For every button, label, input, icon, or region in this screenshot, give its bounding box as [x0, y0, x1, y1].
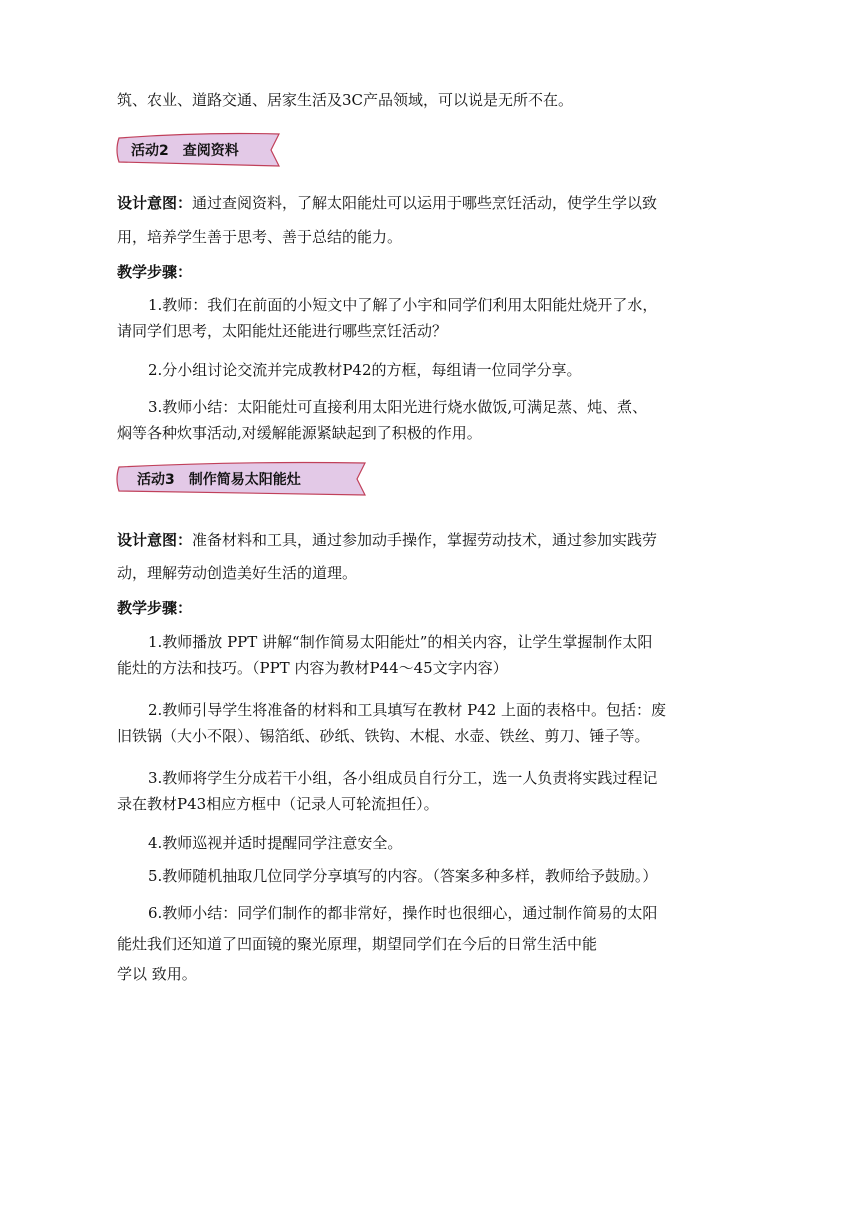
- activity-2-badge: [113, 130, 285, 170]
- a3-step3-line1: 3.教师将学生分成若干小组，各小组成员自行分工，选一人负责将实践过程记: [148, 769, 658, 787]
- activity-2-title: 活动2 查阅资料: [131, 143, 239, 159]
- a3-step1-line1: 1.教师播放 PPT 讲解“制作简易太阳能灶”的相关内容，让学生掌握制作太阳: [148, 633, 653, 651]
- a3-intent-text: 准备材料和工具，通过参加动手操作，掌握劳动技术，通过参加实践劳: [192, 531, 658, 549]
- a2-step1-line2: 请同学们思考，太阳能灶还能进行哪些烹饪活动？: [117, 322, 448, 340]
- a3-intent-line2: 动，理解劳动创造美好生活的道理。: [117, 564, 358, 582]
- a2-step3-line1: 3.教师小结：太阳能灶可直接利用太阳光进行烧水做饭,可满足蒸、炖、煮、: [148, 398, 648, 416]
- a3-steps-label: 教学步骤：: [117, 599, 193, 617]
- a2-steps-label: 教学步骤：: [117, 263, 193, 281]
- a2-intent-text: 通过查阅资料，了解太阳能灶可以运用于哪些烹饪活动，使学生学以致: [192, 194, 658, 212]
- a3-step1-line2: 能灶的方法和技巧。（PPT 内容为教材P44～45文字内容）: [117, 659, 508, 677]
- a3-step6-line2: 能灶我们还知道了凹面镜的聚光原理，期望同学们在今后的日常生活中能: [117, 935, 598, 953]
- a3-step3-line2: 录在教材P43相应方框中（记录人可轮流担任）。: [117, 795, 439, 813]
- a3-step2-line2: 旧铁锅（大小不限）、锡箔纸、砂纸、铁钩、木棍、水壶、铁丝、剪刀、锤子等。: [117, 727, 650, 745]
- a3-step2-line1: 2.教师引导学生将准备的材料和工具填写在教材 P42 上面的表格中。包括：废: [148, 701, 667, 719]
- a3-intent-label: 设计意图：: [117, 531, 193, 549]
- a2-step3-line2: 焖等各种炊事活动,对缓解能源紧缺起到了积极的作用。: [117, 424, 482, 442]
- a2-intent-label: 设计意图：: [117, 194, 193, 212]
- a3-intent-line1: [117, 530, 657, 550]
- a3-step5: 5.教师随机抽取几位同学分享填写的内容。（答案多种多样，教师给予鼓励。）: [148, 867, 658, 885]
- activity-3-badge: [113, 459, 371, 499]
- a3-step6-line3: 学以 致用。: [117, 965, 197, 983]
- intro-paragraph-tail: 筑、农业、道路交通、居家生活及3C产品领域，可以说是无所不在。: [117, 91, 574, 109]
- a2-step1-line1: 1.教师：我们在前面的小短文中了解了小宇和同学们利用太阳能灶烧开了水，: [148, 296, 658, 314]
- a2-intent-line1: [117, 193, 657, 213]
- a2-intent-line2: 用，培养学生善于思考、善于总结的能力。: [117, 228, 403, 246]
- a3-step4: 4.教师巡视并适时提醒同学注意安全。: [148, 834, 403, 852]
- activity-3-title: 活动3 制作简易太阳能灶: [137, 472, 301, 488]
- a3-step6-line1: 6.教师小结：同学们制作的都非常好，操作时也很细心，通过制作简易的太阳: [148, 904, 658, 922]
- a2-step2: 2.分小组讨论交流并完成教材P42的方框，每组请一位同学分享。: [148, 361, 582, 379]
